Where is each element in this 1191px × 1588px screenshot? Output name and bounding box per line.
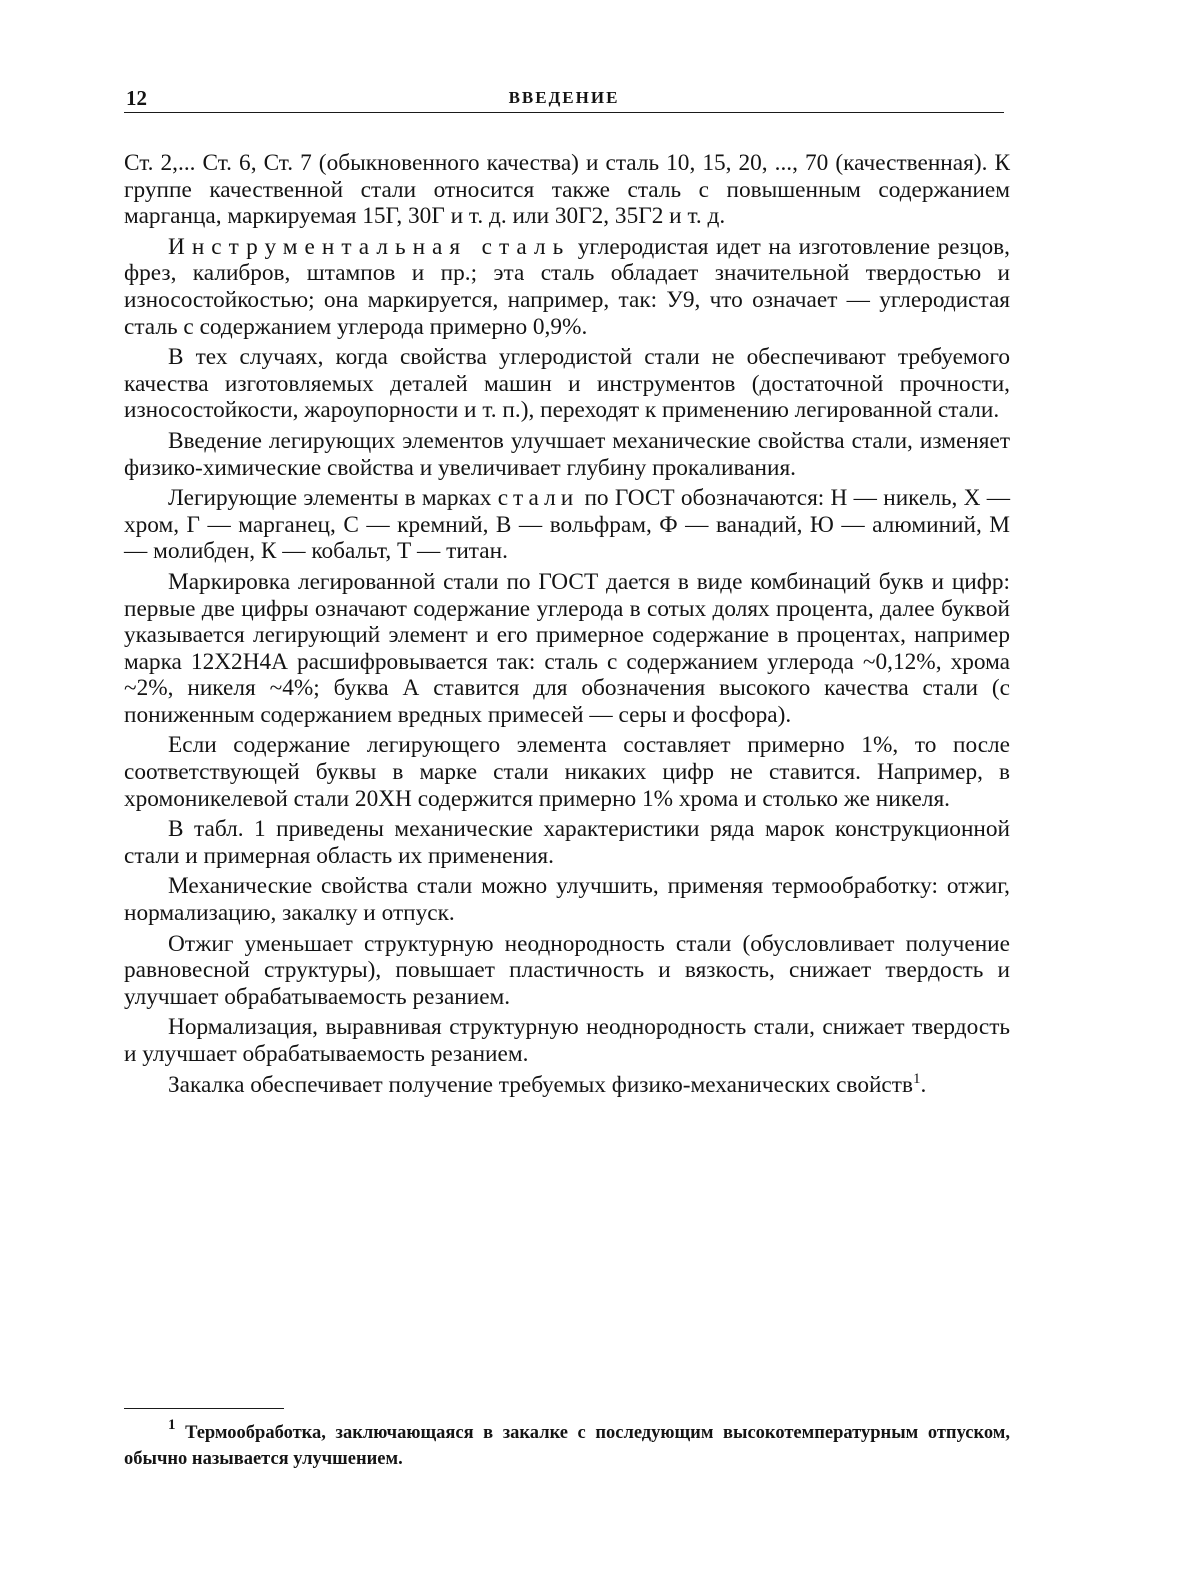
term-steel: стали <box>497 485 579 512</box>
footnote-mark: 1 <box>168 1417 176 1433</box>
body-text <box>124 150 1010 1102</box>
paragraph-normalization: Нормализация, выравнивая структурную неоднородность стали, снижает твердость и улучшает обрабатываемость резанием. <box>124 1014 1010 1067</box>
paragraph-marking: Маркировка легированной стали по ГОСТ дается в виде комбинаций букв и цифр: первые две цифры означают содержание углерода в сотых долях процента, далее буквой указывается легирующий элемент и его примерное содержание в процентах, например марка 12Х2Н4А расшифровывается так: сталь с содержанием углерода ~0,12%, хрома ~2%, никеля ~4%; буква А ставится для обозначения высокого качества стали (с пониженным содержанием вредных примесей — серы и фосфора). <box>124 568 1010 728</box>
designations-intro: Легирующие элементы в марках <box>168 485 498 512</box>
footnote <box>124 1417 1010 1472</box>
running-title: ВВЕДЕНИЕ <box>508 88 620 107</box>
paragraph-tool-steel-text: углеродистая идет на изготовление резцов, фрез, калибров, штампов и пр.; эта сталь обладает значительной твердостью и износостойкостью; она маркируется, например, так: У9, что означает — углеродистая сталь с содержанием углерода примерно 0,9%. <box>124 233 1010 340</box>
paragraph-annealing: Отжиг уменьшает структурную неоднородность стали (обусловливает получение равновесной структуры), повышает пластичность и вязкость, снижает твердость и улучшает обрабатываемость резанием. <box>124 930 1010 1010</box>
paragraph-tool-steel <box>124 234 1010 340</box>
footnote-reference: 1 <box>912 1070 921 1087</box>
page-header <box>124 86 1004 113</box>
paragraph-one-percent: Если содержание легирующего элемента составляет примерно 1%, то после соответствующей буквы в марке стали никаких цифр не ставится. Например, в хромоникелевой стали 20ХН содержится примерно 1% хрома и столько же никеля. <box>124 732 1010 812</box>
paragraph-alloy-need: В тех случаях, когда свойства углеродистой стали не обеспечивают требуемого качества изготовляемых деталей машин и инструментов (достаточной прочности, износостойкости, жароупорности и т. п.), переходят к применению легированной стали. <box>124 344 1010 424</box>
page-number: 12 <box>126 86 147 110</box>
quenching-text: Закалка обеспечивает получение требуемых физико-механических свойств <box>168 1071 913 1098</box>
term-tool-steel: Инструментальная сталь <box>168 233 571 260</box>
footnote-divider <box>124 1408 284 1409</box>
paragraph-alloy-elements-effect: Введение легирующих элементов улучшает механические свойства стали, изменяет физико-химические свойства и увеличивает глубину прокаливания. <box>124 427 1010 481</box>
paragraph-heat-treatment: Механические свойства стали можно улучшить, применяя термообработку: отжиг, нормализацию, закалку и отпуск. <box>124 873 1010 927</box>
paragraph-quenching <box>124 1072 1010 1099</box>
paragraph-table-reference: В табл. 1 приведены механические характеристики ряда марок конструкционной стали и примерная область их применения. <box>124 816 1010 869</box>
footnote-text: Термообработка, заключающаяся в закалке с последующим высокотемпературным отпуском, обычно называется улучшением. <box>124 1423 1010 1469</box>
designations-list: по ГОСТ обозначаются: Н — никель, Х — хром, Г — марганец, С — кремний, В — вольфрам, Ф — ванадий, Ю — алюминий, М — молибден, К — кобальт, Т — титан. <box>124 485 1010 565</box>
quenching-end: . <box>920 1071 927 1098</box>
paragraph-element-designations <box>124 485 1010 565</box>
paragraph-steel-grades: Ст. 2,... Ст. 6, Ст. 7 (обыкновенного качества) и сталь 10, 15, 20, ..., 70 (качественная). К группе качественной стали относится также сталь с повышенным содержанием марганца, маркируемая 15Г, 30Г и т. д. или 30Г2, 35Г2 и т. д. <box>124 150 1010 230</box>
